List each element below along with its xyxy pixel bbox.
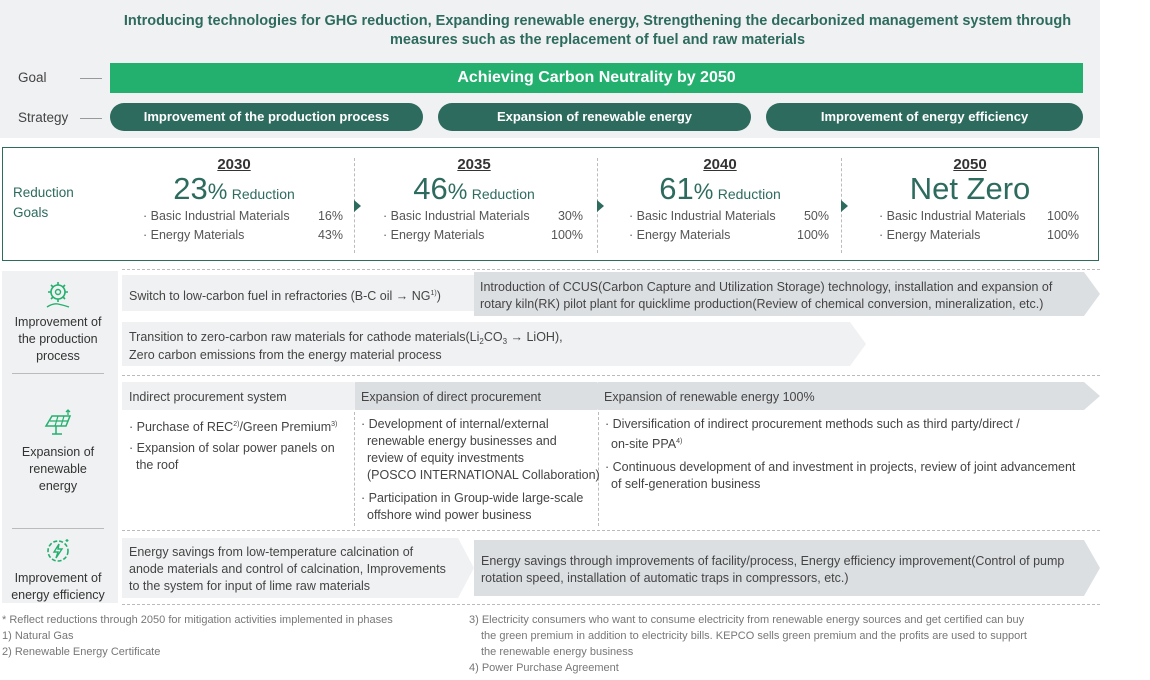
goal-label: Goal (18, 70, 47, 85)
reduction-goals-box (2, 147, 1099, 261)
list-item (129, 416, 337, 436)
goal-connector (80, 78, 102, 79)
category-divider (12, 373, 104, 374)
column-divider (354, 412, 355, 526)
row-divider (122, 375, 1100, 376)
percent-sign: % (207, 179, 228, 204)
footnote: 1) Natural Gas (2, 630, 74, 642)
solar-panel-icon (42, 408, 74, 440)
footnote-continued: the renewable energy business (481, 646, 634, 658)
row-divider (122, 530, 1100, 531)
list-item-continued: offshore wind power business (367, 508, 532, 522)
milestone-2050 (855, 156, 1085, 245)
milestone-2040 (605, 156, 835, 245)
milestone-item (359, 226, 589, 245)
milestone-percent: 61 (659, 171, 694, 206)
milestone-suffix: Reduction (231, 186, 295, 202)
item-value: 100% (1047, 228, 1079, 242)
item-value: 100% (551, 228, 583, 242)
text-line: Zero carbon emissions from the energy material process (129, 348, 442, 362)
item-name: · Basic Industrial Materials (879, 209, 1026, 223)
renewable-100-items (605, 416, 1075, 493)
milestone-value (119, 171, 349, 207)
row-divider (122, 269, 1100, 270)
milestone-arrow (841, 200, 848, 212)
text-line: Energy savings from low-temperature calcination of (129, 545, 414, 559)
milestone-year: 2035 (457, 156, 491, 173)
item-name: · Energy Materials (143, 228, 245, 242)
subscript: 3 (502, 337, 508, 346)
goal-bar: Achieving Carbon Neutrality by 2050 (110, 63, 1083, 93)
text-part: /Green Premium (239, 420, 332, 435)
item-value: 16% (317, 209, 343, 223)
footnote-ref: 1) (430, 290, 437, 297)
list-item-continued: the roof (136, 458, 179, 473)
milestone-item (605, 207, 835, 226)
percent-sign: % (447, 179, 468, 204)
item-value: 100% (1047, 209, 1079, 223)
milestone-item (119, 207, 349, 226)
milestone-year: 2040 (703, 156, 737, 173)
item-name: · Energy Materials (383, 228, 485, 242)
percent-sign: % (693, 179, 714, 204)
footnote-ref: 3) (331, 421, 338, 428)
calcination-text (129, 544, 446, 595)
goals-label-line2: Goals (13, 205, 49, 220)
text-line: Introduction of CCUS(Carbon Capture and Utilization Storage) technology, installation and expansion of (480, 280, 1053, 294)
text-line: Energy savings through improvements of facility/process, Energy efficiency improvement(Control of pump (481, 554, 1065, 568)
row-divider (122, 604, 1100, 605)
reduction-goals-label (13, 183, 74, 223)
milestone-value (359, 171, 589, 207)
direct-items (361, 416, 600, 524)
category-line: the production (18, 332, 98, 346)
category-efficiency (0, 536, 116, 604)
strategy-pill-renewable: Expansion of renewable energy (438, 103, 751, 131)
headline: Introducing technologies for GHG reduction, Expanding renewable energy, Strengthening the decarbonized management system through measures such as the replacement of fuel and raw materials (123, 13, 1072, 48)
milestone-item (855, 207, 1085, 226)
list-item-continued: renewable energy businesses and (367, 434, 557, 448)
milestone-net-zero: Net Zero (909, 171, 1031, 206)
item-name: · Basic Industrial Materials (629, 209, 776, 223)
footnote-continued: the green premium in addition to electricity bills. KEPCO sells green premium and the profits are used to support (481, 630, 1027, 642)
milestone-2035 (359, 156, 589, 245)
list-item-continued (605, 433, 1075, 453)
milestone-arrow (597, 200, 604, 212)
list-item: · Expansion of solar power panels on (129, 441, 335, 456)
gear-hand-icon (43, 280, 73, 310)
text-line: rotation speed, installation of automatic traps in compressors, etc.) (481, 571, 849, 585)
footnote-ref: 2) (233, 421, 240, 428)
footnotes-left (2, 612, 393, 660)
ccus-text (480, 279, 1052, 313)
footnote: 4) Power Purchase Agreement (469, 662, 619, 674)
indirect-items (129, 416, 337, 474)
list-item: · Diversification of indirect procurement methods such as third party/direct / (605, 417, 1020, 431)
milestone-suffix: Reduction (471, 186, 535, 202)
milestone-year: 2050 (953, 156, 987, 173)
category-line: Improvement of (14, 315, 102, 329)
item-value: 100% (797, 228, 829, 242)
item-name: · Basic Industrial Materials (383, 209, 530, 223)
footnotes-right (469, 612, 1027, 676)
list-item-continued: of self-generation business (611, 477, 761, 492)
milestone-percent: 46 (413, 171, 448, 206)
item-name: · Energy Materials (879, 228, 981, 242)
energy-gear-icon (43, 536, 73, 566)
category-line: Improvement of (14, 571, 102, 585)
category-line: renewable (29, 462, 87, 476)
footnote: 3) Electricity consumers who want to consume electricity from renewable energy sources and get certified can buy (469, 614, 1025, 626)
category-line: process (36, 349, 80, 363)
fuel-switch-text (129, 285, 441, 305)
goals-label-line1: Reduction (13, 185, 74, 200)
milestone-item (605, 226, 835, 245)
footnote: 2) Renewable Energy Certificate (2, 646, 161, 658)
text-line: rotary kiln(RK) pilot plant for quicklime production(Review of chemical conversion, mineralization, etc.) (480, 297, 1044, 311)
milestone-year: 2030 (217, 156, 251, 173)
list-item-continued: (POSCO INTERNATIONAL Collaboration) (367, 468, 600, 482)
indirect-procurement-title: Indirect procurement system (129, 390, 287, 404)
text-line: anode materials and control of calcination, Improvements (129, 562, 446, 576)
text-line (129, 329, 563, 347)
text-part: on-site PPA (611, 437, 677, 452)
milestone-item (855, 226, 1085, 245)
category-production (0, 280, 116, 365)
footnote-ref: 4) (676, 438, 683, 445)
strategy-label: Strategy (18, 110, 69, 125)
list-item: · Participation in Group-wide large-scale (361, 491, 584, 505)
list-item: · Development of internal/external (361, 417, 549, 431)
facility-text (481, 553, 1064, 587)
text-part: CO (483, 330, 503, 344)
item-value: 50% (803, 209, 829, 223)
footnote: * Reflect reductions through 2050 for mitigation activities implemented in phases (2, 614, 393, 626)
strategy-connector (80, 118, 102, 119)
list-item-continued: review of equity investments (367, 451, 525, 465)
milestone-item (119, 226, 349, 245)
item-value: 43% (317, 228, 343, 242)
milestone-percent: 23 (173, 171, 208, 206)
milestone-item (359, 207, 589, 226)
text-part: ) (436, 289, 441, 304)
milestone-value (855, 171, 1085, 207)
item-value: 30% (557, 209, 583, 223)
category-line: Expansion of (21, 445, 95, 459)
category-line: energy efficiency (11, 588, 105, 602)
strategy-pill-production: Improvement of the production process (110, 103, 423, 131)
text-part: Transition to zero-carbon raw materials for cathode materials(Li (129, 330, 480, 344)
category-line: energy (38, 479, 78, 493)
milestone-2030 (119, 156, 349, 245)
direct-procurement-title: Expansion of direct procurement (361, 390, 541, 404)
renewable-100-title: Expansion of renewable energy 100% (604, 390, 815, 404)
category-divider (12, 528, 104, 529)
strategy-pill-efficiency: Improvement of energy efficiency (766, 103, 1083, 131)
category-renewable (0, 408, 116, 495)
subscript: 2 (479, 337, 484, 346)
item-name: · Energy Materials (629, 228, 731, 242)
text-line: to the system for input of lime raw materials (129, 579, 371, 593)
text-part: Switch to low-carbon fuel in refractories (B-C oil → NG (129, 289, 431, 304)
list-item: · Continuous development of and investment in projects, review of joint advancement (605, 460, 1076, 475)
text-part: · Purchase of REC (129, 420, 234, 435)
item-name: · Basic Industrial Materials (143, 209, 290, 223)
milestone-value (605, 171, 835, 207)
cathode-text (129, 329, 563, 364)
milestone-suffix: Reduction (717, 186, 781, 202)
text-part: → LiOH), (507, 330, 563, 344)
